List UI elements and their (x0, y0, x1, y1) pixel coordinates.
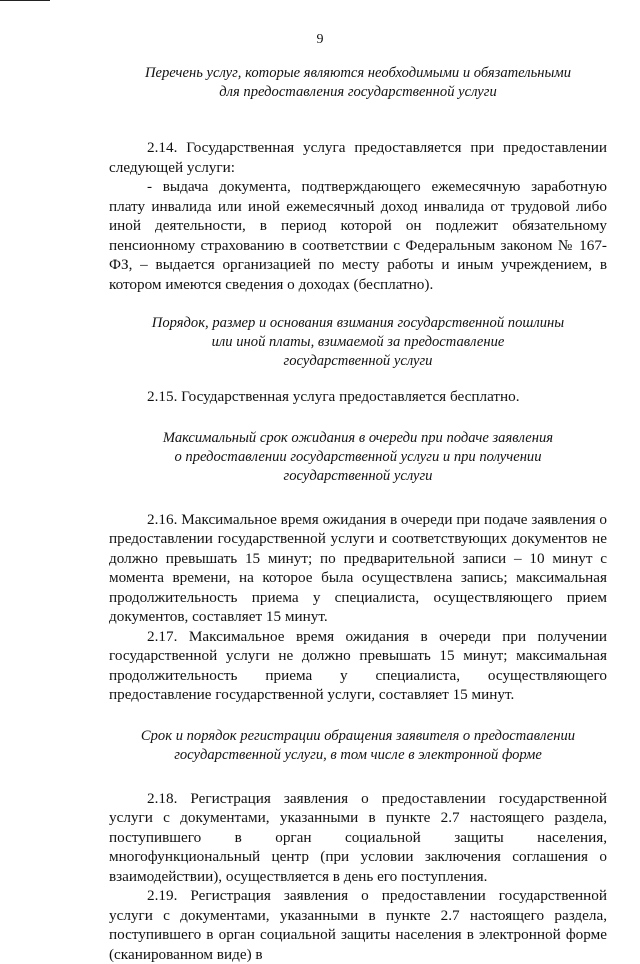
section-heading (109, 429, 607, 486)
section-heading (109, 64, 607, 102)
section-fee (109, 314, 607, 407)
heading-line: Срок и порядок регистрации обращения заявителя о предоставлении (141, 728, 575, 744)
paragraph: 2.17. Максимальное время ожидания в очереди при получении государственной услуги не должно превышать 15 минут; максимальная продолжительность приема у специалиста, осуществляющего предоставление государственной услуги, составляет 15 минут. (109, 627, 607, 705)
heading-line: Перечень услуг, которые являются необходимыми и обязательными (145, 65, 571, 81)
heading-line: для предоставления государственной услуги (219, 84, 497, 100)
page-number: 9 (0, 32, 640, 48)
heading-line: о предоставлении государственной услуги и при получении (174, 449, 541, 465)
heading-line: Максимальный срок ожидания в очереди при подаче заявления (163, 430, 553, 446)
paragraph: 2.19. Регистрация заявления о предоставлении государственной услуги с документами, указанными в пункте 2.7 настоящего раздела, поступившего в орган социальной защиты населения в электронной форме (сканированном виде) в (109, 886, 607, 964)
section-heading (109, 314, 607, 371)
heading-line: Порядок, размер и основания взимания государственной пошлины (152, 315, 564, 331)
heading-line: государственной услуги (284, 353, 433, 369)
section-services-list (109, 64, 607, 294)
heading-line: государственной услуги (284, 468, 433, 484)
paragraph: 2.18. Регистрация заявления о предоставлении государственной услуги с документами, указанными в пункте 2.7 настоящего раздела, поступившего в орган социальной защиты населения, многофункциональный центр (при условии заключения соглашения о взаимодействии), осуществляется в день его поступления. (109, 789, 607, 887)
paragraph: - выдача документа, подтверждающего ежемесячную заработную плату инвалида или иной ежемесячный доход инвалида от трудовой либо иной деятельности, в период которой он подлежит обязательному пенсионному страхованию в соответствии с Федеральным законом № 167-ФЗ, – выдается организацией по месту работы и иным учреждением, в котором имеются сведения о доходах (бесплатно). (109, 177, 607, 294)
paragraph: 2.15. Государственная услуга предоставляется бесплатно. (109, 387, 607, 407)
paragraph: 2.16. Максимальное время ожидания в очереди при подаче заявления о предоставлении государственной услуги и соответствующих документов не должно превышать 15 минут; по предварительной записи – 10 минут с момента времени, на которое была осуществлена запись; максимальная продолжительность приема у специалиста, осуществляющего прием документов, составляет 15 минут. (109, 510, 607, 627)
section-waiting-time (109, 429, 607, 705)
heading-line: или иной платы, взимаемой за предоставление (212, 334, 505, 350)
paragraph: 2.14. Государственная услуга предоставляется при предоставлении следующей услуги: (109, 138, 607, 177)
section-registration (109, 727, 607, 964)
section-heading (109, 727, 607, 765)
heading-line: государственной услуги, в том числе в электронной форме (174, 747, 542, 763)
document-body (109, 64, 607, 964)
top-rule (0, 0, 50, 1)
